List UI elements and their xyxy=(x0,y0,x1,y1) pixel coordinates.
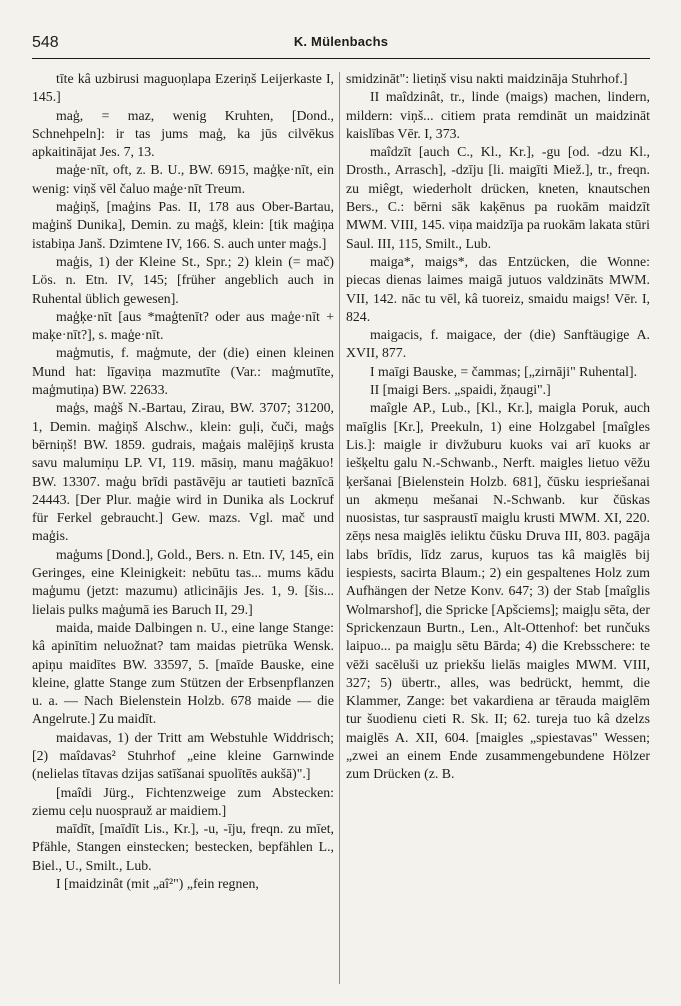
entry-maidavas: maidavas, 1) der Tritt am Webstuhle Widdrisch; [2) maîdavas² Stuhrhof „eine kleine Garnwinde (nelielas tītavas dzijas satīšanai spuolītēs aukšā)".] xyxy=(32,729,338,782)
entry-maidi: [maîdi Jürg., Fichtenzweige zum Abstecken: ziemu ceļu nuosprauž ar maidiem.] xyxy=(32,784,338,818)
entry-maidzinat-1-cont: smidzināt": lietiņš visu nakti maidzināja Stuhrhof.] xyxy=(346,71,628,86)
entry-maigle: maîgle AP., Lub., [Kl., Kr.], maigla Poruk, auch maīglis [Kr.], Preekuln, 1) eine Holzgabel [maîgles Lis.]: maigle ir divžuburu kuoks vai arī kuoks ar iešķeltu galu N.-Schwanb., Nerft. maigles lietuo vēžu ķeršanai [Bielenstein Holzb. 681], čūsku iespriešanai un akmeņu mešanai N.-Schwanb. kur čūskas nuosistas, tur saspraustī maiglu krusti MWM. XI, 220. zēņs nesa maiglēs ieliktu čūsku Druva III, 803. pagāja labs brīdis, līdz zarus, kuŗuos tas kâ maiglēs bij iespiests, sacirta Blaum.; 2) ein gespaltenes Holz zum Aufhängen der Netze Konv. 647; 3) der Stab [maîglis Wolmarshof], die Spricke [Apšciems]; maigļu sēta, der Sprickenzaun Burtn., Len., Alt-Ottenhof: bet runčuks laipuo... pa maigļu sētu Bārda; 4) die Krebsschere: te vēži sacēluši uz priekšu lielās maigles MWM. VIII, 327; 5) übertr., alles, was bedrückt, hemmt, die Klammer, Zange: bet vakardiena ar tērauda maiglēm tur šuodienu cieti R. Sk. II; 62. tureja tuo kâ dzelzs maiglēs A. XII, 604. [maigles „spiestavas" Wessen; „zwei an einem Ende zusammengebundene Hölzer zum Drücken (z. B. xyxy=(346,400,654,782)
entry-magums: maģums [Dond.], Gold., Bers. n. Etn. IV, 145, ein Geringes, eine Kleinigkeit: nebūtu tas... mums kādu maģumu (jetzt: mazumu) atlicinājis Jes. 1, 9. [šis... lielais pulks maģumā ies Baruch II, 29.] xyxy=(32,546,338,617)
column-divider xyxy=(339,72,340,984)
entry-magis: maģis, 1) der Kleine St., Spr.; 2) klein (= mač) Lös. n. Etn. IV, 145; [früher angeblich auch in Ruhental üblich gewesen]. xyxy=(32,253,338,306)
entry-magenit: maģe·nīt, oft, z. B. U., BW. 6915, maģķe·nīt, ein wenig: viņš vēl čaluo maģe·nīt Treum. xyxy=(32,162,338,196)
page-header xyxy=(32,34,650,59)
entry-maidzinat-2: II maîdzinât, tr., linde (maigs) machen, lindern, mildern: viņš... citiem prata remdināt un maidzināt kaislības Vēr. I, 373. xyxy=(346,89,654,141)
running-head-author: K. Mülenbachs xyxy=(293,34,389,49)
entry-maigacis: maigacis, f. maigace, der (die) Sanftäugige A. XVII, 877. xyxy=(346,327,654,361)
entry-maidit: maīdīt, [maīdīt Lis., Kr.], -u, -īju, freqn. zu mīet, Pfähle, Stangen einstecken; bestecken, bepfählen L., Biel., U., Smilt., Lub. xyxy=(32,821,338,873)
entry-maigi-1: I maīgi Bauske, = čammas; [„zirnāji" Ruhental]. xyxy=(370,363,638,379)
entry-maidzinat-1-start: I [maidzinât (mit „aî²") „fein regnen, xyxy=(56,876,259,892)
entry-mag: maģ, = maz, wenig Kruhten, [Dond., Schnehpeln]: ir tas jums maģ, ka jūs cilvēkus apkaitinājat Jes. 7, 13. xyxy=(32,107,338,160)
entry-magmutis: maģmutis, f. maģmute, der (die) einen kleinen Mund hat: līgaviņa mazmutīte (Var.: maģmutīte, maģmutiņa) BW. 22633. xyxy=(32,345,338,398)
entry-maigi-2: II [maigi Bers. „spaidi, žņaugi".] xyxy=(370,382,551,398)
entry-mags: maģs, maģš N.-Bartau, Zirau, BW. 3707; 31200, 1, Demin. maģiņš Alschw., klein: guļi, čuči, maģs bērniņš! BW. 1859. gudrais, maģais malējiņš krusta savu malumiņu LP. VI, 119. māsiņ, manu maģākuo! BW. 13307. maģu brīdi pastāvēju ar tautieti baznīcā 24443. [Der Plur. maģie wird in Dunika als Lockruf für Ferkel gebraucht.] Gew. mazs. Vgl. mač und maģis. xyxy=(32,400,338,544)
left-column xyxy=(32,70,338,990)
entry-maidzit: maîdzīt [auch C., Kl., Kr.], -gu [od. -dzu Kl., Drosth., Arrasch], -dzīju [li. maigīti Miež.], tr., freqn. zu miêgt, wiederholt drücken, kneten, knautschen Bers., C.: bērni sāk kaķēnus pa ruokām maidzīt MWM. VIII, 145. viņa maidzīja pa ruokām lakata stūri Saul. III, 115, Smilt., Lub. xyxy=(346,144,654,251)
entry-maiga: maiga*, maigs*, das Entzücken, die Wonne: piecas dienas laimes maigā jutuos valdzināts MWM. VII, 142. nāc tu vēl, kâ tuoreiz, smaidu maigs! Vēr. I, 824. xyxy=(346,253,654,324)
entry-magknit: maģķe·nīt [aus *maģtenīt? oder aus maģe·nīt + maķe·nīt?], s. maģe·nīt. xyxy=(32,308,338,343)
right-column xyxy=(346,70,654,990)
entry-maida: maida, maide Dalbingen n. U., eine lange Stange: kâ apinītim neluožnat? tam maidas pietrūka Wensk. apiņu maidītes BW. 33597, 5. [maīde Bauske, eine kleine, glatte Stange zum Stützen der Erbsenpflanzen u. a. — Nach Bielenstein Holzb. 678 maide — die Angelrute.] Zu maidīt. xyxy=(32,619,338,727)
entry-magins: maģiņš, [maģins Pas. II, 178 aus Ober-Bartau, maģinš Dunika], Demin. zu maģš, klein: [tik maģiņa istabiņa Janš. Dzimtene IV, 166. S. auch unter maģs.] xyxy=(32,199,338,251)
page-number: 548 xyxy=(32,34,59,51)
entry-tite: tīte kâ uzbirusi maguoņlapa Ezeriņš Leijerkaste I, 145.] xyxy=(32,71,338,105)
